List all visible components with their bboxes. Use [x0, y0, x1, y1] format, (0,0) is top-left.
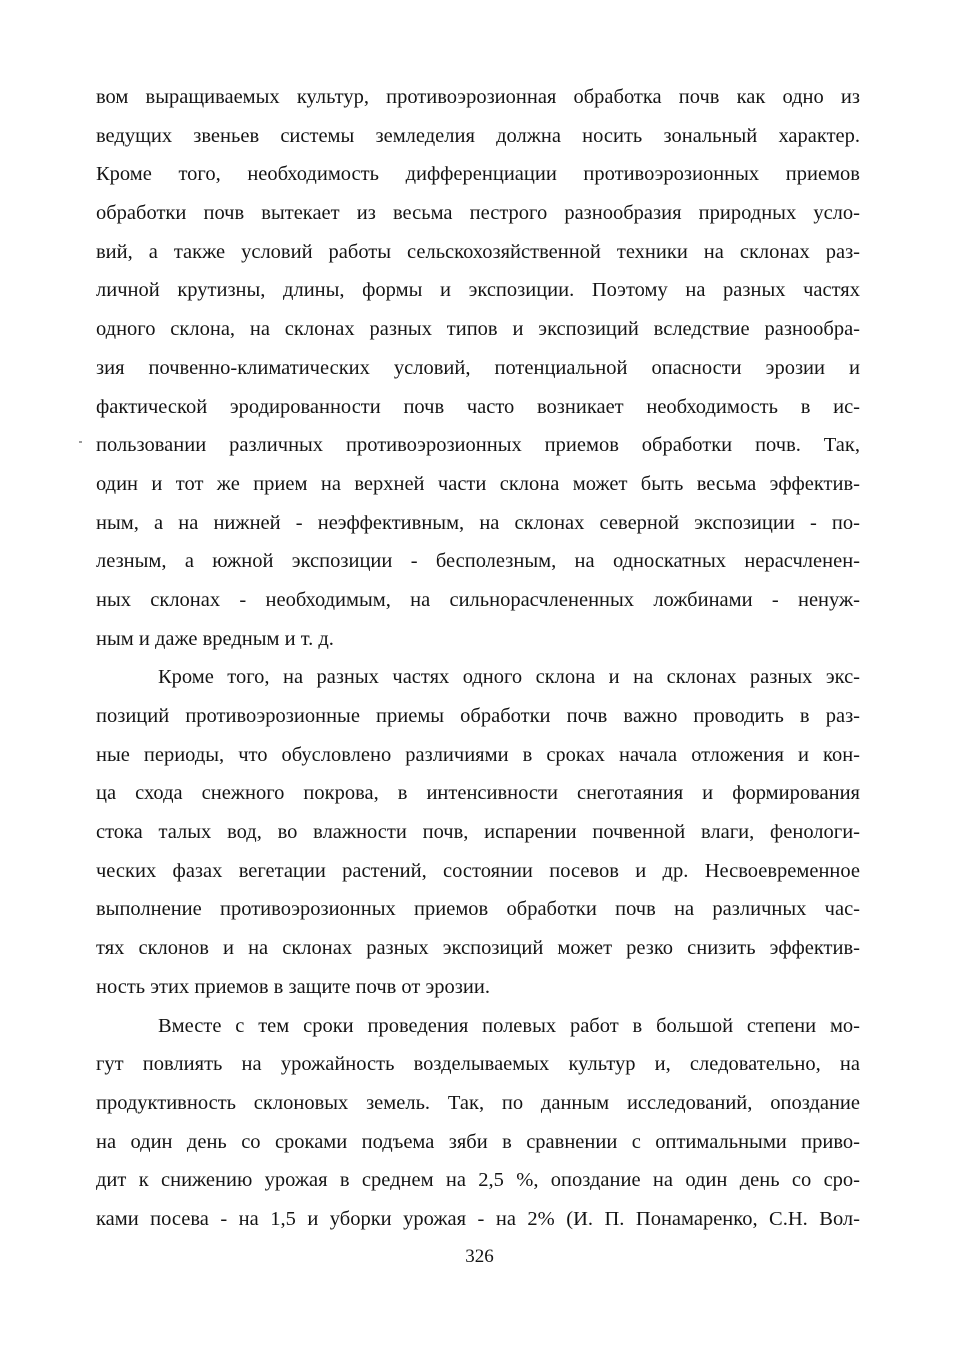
text-line: ных склонах - необходимым, на сильнорасчлененных ложбинами - ненуж-	[96, 588, 860, 611]
scan-speck	[79, 441, 82, 443]
text-line: тях склонов и на склонах разных экспозиций может резко снизить эффектив-	[96, 937, 860, 960]
text-line: ным и даже вредным и т. д.	[96, 627, 334, 650]
text-line: Кроме того, на разных частях одного склона и на склонах разных экс-	[158, 666, 860, 689]
text-line: фактической эродированности почв часто возникает необходимость в ис-	[96, 395, 860, 418]
text-line: вий, а также условий работы сельскохозяйственной техники на склонах раз-	[96, 240, 860, 263]
text-line: одного склона, на склонах разных типов и экспозиций вследствие разнообра-	[96, 318, 860, 341]
text-line: выполнение противоэрозионных приемов обработки почв на различных час-	[96, 898, 860, 921]
text-line: один и тот же прием на верхней части склона может быть весьма эффектив-	[96, 472, 860, 495]
text-line: ность этих приемов в защите почв от эрозии.	[96, 975, 490, 998]
text-line: ками посева - на 1,5 и уборки урожая - на 2% (И. П. Понамаренко, С.Н. Вол-	[96, 1207, 860, 1230]
text-line: зия почвенно-климатических условий, потенциальной опасности эрозии и	[96, 356, 860, 379]
text-line: ные периоды, что обусловлено различиями в сроках начала отложения и кон-	[96, 743, 860, 766]
text-line: Вместе с тем сроки проведения полевых работ в большой степени мо-	[158, 1014, 860, 1037]
text-line: ческих фазах вегетации растений, состоянии посевов и др. Несвоевременное	[96, 859, 860, 882]
text-line: ным, а на нижней - неэффективным, на склонах северной экспозиции - по-	[96, 511, 860, 534]
text-line: вом выращиваемых культур, противоэрозионная обработка почв как одно из	[96, 86, 860, 108]
paragraph-2	[96, 658, 860, 1006]
text-line: ведущих звеньев системы земледелия должна носить зональный характер.	[96, 124, 860, 147]
text-line: ца схода снежного покрова, в интенсивности снеготаяния и формирования	[96, 782, 860, 805]
text-line: обработки почв вытекает из весьма пестрого разнообразия природных усло-	[96, 202, 860, 225]
text-line: лезным, а южной экспозиции - бесполезным, на односкатных нерасчленен-	[96, 550, 860, 573]
text-line: пользовании различных противоэрозионных приемов обработки почв. Так,	[96, 434, 860, 457]
text-line: позиций противоэрозионные приемы обработки почв важно проводить в раз-	[96, 705, 860, 727]
text-line: продуктивность склоновых земель. Так, по данным исследований, опоздание	[96, 1091, 860, 1114]
paragraph-3	[96, 1007, 860, 1239]
text-line: дит к снижению урожая в среднем на 2,5 %, опоздание на один день со сро-	[96, 1169, 860, 1192]
text-line: Кроме того, необходимость дифференциации противоэрозионных приемов	[96, 163, 860, 186]
text-line: личной крутизны, длины, формы и экспозиции. Поэтому на разных частях	[96, 279, 860, 302]
text-line: гут повлиять на урожайность возделываемых культур и, следовательно, на	[96, 1053, 860, 1076]
text-line: стока талых вод, во влажности почв, испарении почвенной влаги, фенологи-	[96, 821, 860, 844]
page-number: 326	[465, 1246, 494, 1267]
paragraph-1	[96, 78, 860, 658]
body-text	[96, 78, 860, 1239]
text-line: на один день со сроками подъема зяби в сравнении с оптимальными приво-	[96, 1130, 860, 1153]
